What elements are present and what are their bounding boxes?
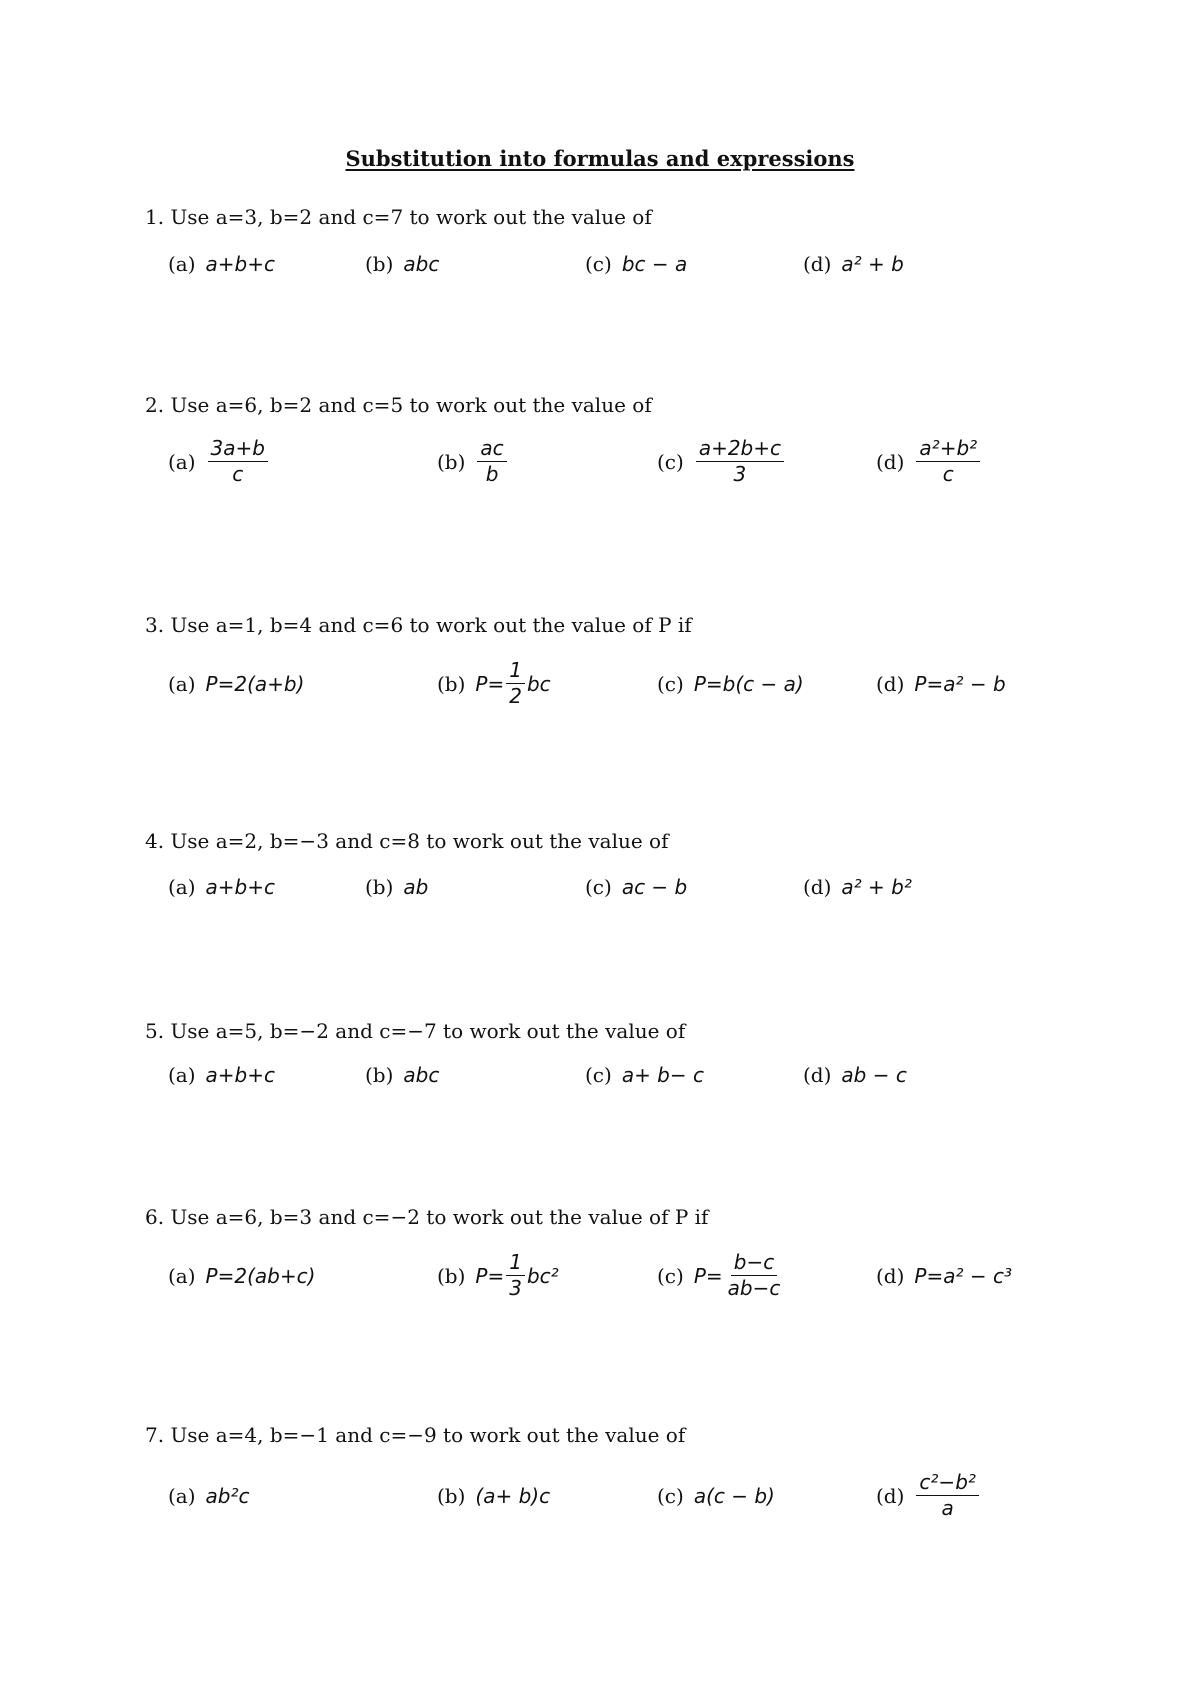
expression: ab − c <box>841 1063 907 1087</box>
part-label: (b) <box>365 1063 394 1087</box>
part-label: (d) <box>803 875 832 899</box>
fraction <box>477 438 506 485</box>
part-label: (d) <box>876 1483 905 1508</box>
question-2-prompt: 2. Use a=6, b=2 and c=5 to work out the value of <box>145 393 652 417</box>
expression-prefix: P= <box>475 671 505 696</box>
part-label: (b) <box>365 875 394 899</box>
question-7-part-b <box>437 1484 550 1508</box>
question-4-part-a <box>168 875 275 899</box>
expression: a+b+c <box>205 875 275 899</box>
question-6-part-c <box>657 1252 785 1299</box>
numerator: b−c <box>731 1252 777 1276</box>
denominator: 3 <box>509 1276 522 1300</box>
part-label: (b) <box>437 1263 466 1288</box>
expression: ac − b <box>621 875 688 899</box>
question-6-part-b <box>437 1252 559 1299</box>
part-label: (c) <box>657 672 684 696</box>
question-6-part-a <box>168 1264 315 1288</box>
numerator: 1 <box>506 660 525 684</box>
question-2-part-b <box>437 438 509 485</box>
question-1-part-c <box>585 252 687 276</box>
page-title: Substitution into formulas and expressions <box>345 146 855 171</box>
question-6-part-d <box>876 1264 1012 1288</box>
numerator: a+2b+c <box>696 438 784 462</box>
expression: ab <box>403 875 429 899</box>
question-1-prompt: 1. Use a=3, b=2 and c=7 to work out the value of <box>145 205 652 229</box>
part-label: (c) <box>585 252 612 276</box>
part-label: (a) <box>168 1264 196 1288</box>
part-label: (d) <box>876 672 905 696</box>
expression: P=a² − c³ <box>914 1264 1012 1288</box>
part-label: (d) <box>803 252 832 276</box>
fraction <box>916 1472 978 1519</box>
part-label: (c) <box>585 875 612 899</box>
denominator: c <box>942 462 954 486</box>
part-label: (d) <box>803 1063 832 1087</box>
expression: P=b(c − a) <box>693 672 804 696</box>
part-label: (c) <box>657 1484 684 1508</box>
question-3-part-a <box>168 672 304 696</box>
part-label: (c) <box>585 1063 612 1087</box>
question-5-part-b <box>365 1063 439 1087</box>
part-label: (b) <box>437 671 466 696</box>
expression: a² + b² <box>841 875 912 899</box>
question-4-prompt: 4. Use a=2, b=−3 and c=8 to work out the value of <box>145 829 669 853</box>
question-7-part-a <box>168 1484 250 1508</box>
expression: a+ b− c <box>621 1063 704 1087</box>
question-4-part-b <box>365 875 428 899</box>
expression: ab²c <box>205 1484 250 1508</box>
numerator: 1 <box>506 1252 525 1276</box>
question-3-part-d <box>876 672 1006 696</box>
part-label: (d) <box>876 1264 905 1288</box>
denominator: c <box>232 462 244 486</box>
part-label: (b) <box>437 1484 466 1508</box>
part-label: (c) <box>657 449 684 474</box>
expression: P=2(a+b) <box>205 672 305 696</box>
part-label: (b) <box>437 449 466 474</box>
question-2-part-c <box>657 438 786 485</box>
expression-suffix: bc² <box>526 1263 559 1288</box>
part-label: (a) <box>168 1063 196 1087</box>
expression: a² + b <box>841 252 904 276</box>
question-5-part-a <box>168 1063 275 1087</box>
question-7-part-d <box>876 1472 981 1519</box>
denominator: 3 <box>733 462 747 486</box>
denominator: 2 <box>509 684 522 708</box>
question-1-part-d <box>803 252 904 276</box>
question-5-prompt: 5. Use a=5, b=−2 and c=−7 to work out the value of <box>145 1019 686 1043</box>
fraction <box>208 438 268 485</box>
fraction <box>696 438 784 485</box>
question-7-part-c <box>657 1484 775 1508</box>
question-4-part-c <box>585 875 687 899</box>
question-3-part-b <box>437 660 551 707</box>
fraction <box>506 1252 525 1299</box>
question-2-part-d <box>876 438 982 485</box>
expression: (a+ b)c <box>475 1484 551 1508</box>
expression-prefix: P= <box>693 1263 723 1288</box>
question-3-prompt: 3. Use a=1, b=4 and c=6 to work out the value of P if <box>145 613 692 637</box>
denominator: b <box>485 462 499 486</box>
part-label: (c) <box>657 1263 684 1288</box>
expression: a(c − b) <box>693 1484 775 1508</box>
fraction <box>725 1252 784 1299</box>
part-label: (b) <box>365 252 394 276</box>
fraction <box>916 438 980 485</box>
part-label: (a) <box>168 1484 196 1508</box>
question-3-part-c <box>657 672 804 696</box>
expression: bc − a <box>621 252 688 276</box>
expression: abc <box>403 1063 440 1087</box>
part-label: (a) <box>168 449 196 474</box>
denominator: a <box>941 1496 954 1520</box>
expression: P=2(ab+c) <box>205 1264 316 1288</box>
numerator: ac <box>477 438 506 462</box>
part-label: (d) <box>876 449 905 474</box>
expression: P=a² − b <box>914 672 1006 696</box>
numerator: a²+b² <box>916 438 980 462</box>
question-5-part-d <box>803 1063 907 1087</box>
fraction <box>506 660 525 707</box>
question-1-part-a <box>168 252 275 276</box>
expression: a+b+c <box>205 1063 275 1087</box>
expression-suffix: bc <box>526 671 551 696</box>
part-label: (a) <box>168 252 196 276</box>
question-5-part-c <box>585 1063 704 1087</box>
denominator: ab−c <box>727 1276 781 1300</box>
question-1-part-b <box>365 252 439 276</box>
question-4-part-d <box>803 875 912 899</box>
expression: abc <box>403 252 440 276</box>
part-label: (a) <box>168 875 196 899</box>
numerator: c²−b² <box>916 1472 978 1496</box>
expression-prefix: P= <box>475 1263 505 1288</box>
question-2-part-a <box>168 438 270 485</box>
part-label: (a) <box>168 672 196 696</box>
question-7-prompt: 7. Use a=4, b=−1 and c=−9 to work out the value of <box>145 1423 686 1447</box>
expression: a+b+c <box>205 252 275 276</box>
question-6-prompt: 6. Use a=6, b=3 and c=−2 to work out the value of P if <box>145 1205 709 1229</box>
numerator: 3a+b <box>208 438 268 462</box>
